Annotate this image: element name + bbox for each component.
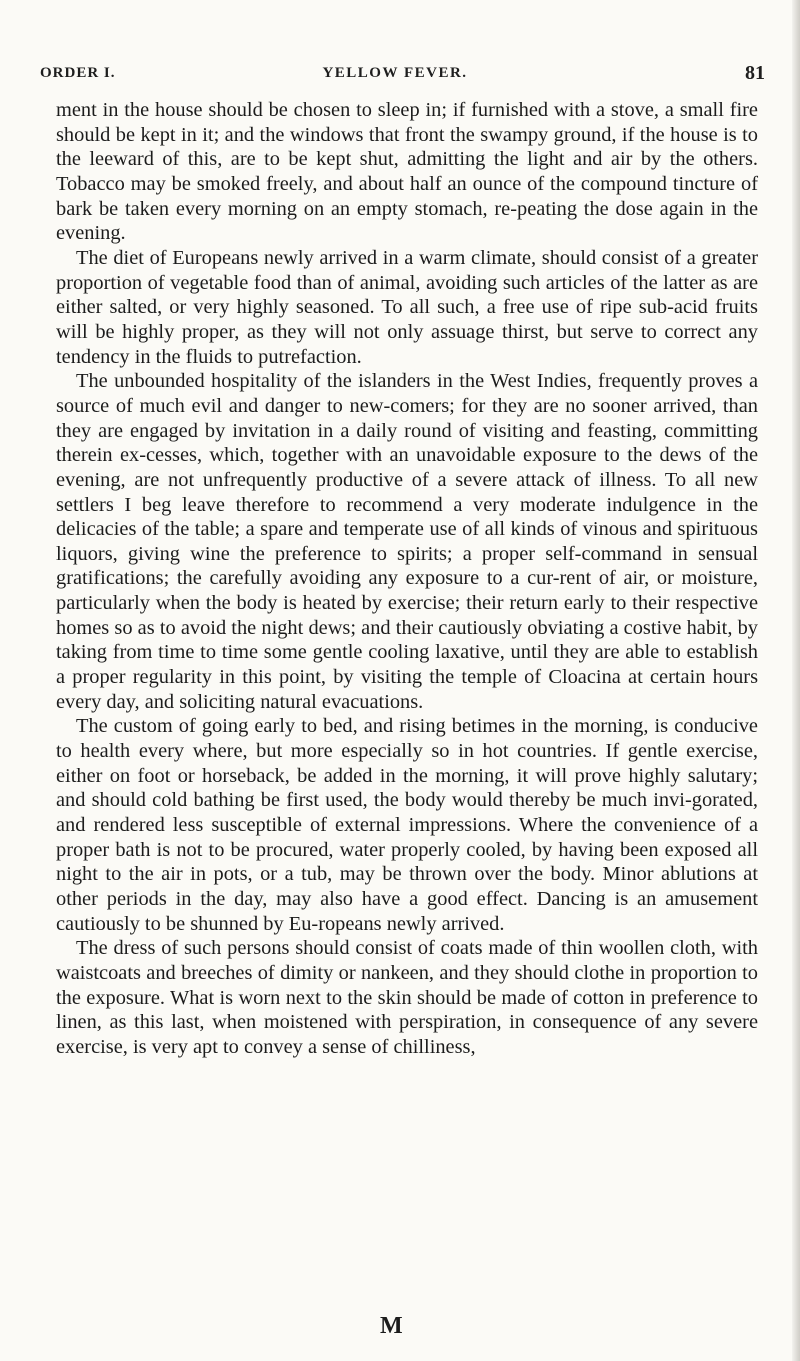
paragraph-hospitality: The unbounded hospitality of the islanders in the West Indies, frequently proves a source of much evil and danger to new-comers; for they are no sooner arrived, than they are engaged by invitation in a daily round of visiting and feasting, committing therein ex-cesses, which, together with an unavoidable exposure to the dews of the evening, are not unfrequently productive of a severe attack of illness. To all new settlers I beg leave therefore to recommend a very moderate indulgence in the delicacies of the table; a spare and temperate use of all kinds of vinous and spirituous liquors, giving wine the preference to spirits; a proper self-command in sensual gratifications; the carefully avoiding any exposure to a cur-rent of air, or moisture, particularly when the body is heated by exercise; their return early to their respective homes so as to avoid the night dews; and their cautiously obviating a costive habit, by taking from time to time some gentle cooling laxative, until they are able to establish a proper regularity in this point, by visiting the temple of Cloacina at certain hours every day, and soliciting natural evacuations.: [56, 370, 758, 713]
paragraph-continuation: ment in the house should be chosen to sleep in; if furnished with a stove, a small fire should be kept in it; and the windows that front the swampy ground, if the house is to the leeward of this, are to be kept shut, admitting the light and air by the others. Tobacco may be smoked freely, and about half an ounce of the compound tincture of bark be taken every morning on an empty stomach, re-peating the dose again in the evening.: [56, 99, 758, 245]
paragraph-custom: The custom of going early to bed, and rising betimes in the morning, is conducive to health every where, but more especially so in hot countries. If gentle exercise, either on foot or horseback, be added in the morning, it will prove highly salutary; and should cold bathing be first used, the body would thereby be much invi-gorated, and rendered less susceptible of external impressions. Where the convenience of a proper bath is not to be procured, water properly cooled, by having been exposed all night to the air in pots, or a tub, may be thrown over the body. Minor ablutions at other periods in the day, may also have a good effect. Dancing is an amusement cautiously to be shunned by Eu-ropeans newly arrived.: [56, 715, 758, 935]
page-number: 81: [745, 62, 765, 84]
paragraph-diet: The diet of Europeans newly arrived in a warm climate, should consist of a greater proportion of vegetable food than of animal, avoiding such articles of the latter as are either salted, or very highly seasoned. To all such, a free use of ripe sub-acid fruits will be highly proper, as they will not only assuage thirst, but serve to correct any tendency in the fluids to putrefaction.: [56, 246, 758, 368]
paragraph-dress: The dress of such persons should consist of coats made of thin woollen cloth, with waistcoats and breeches of dimity or nankeen, and they should clothe in proportion to the exposure. What is worn next to the skin should be made of cotton in preference to linen, as this last, when moistened with perspiration, in consequence of any severe exercise, is very apt to convey a sense of chilliness,: [56, 937, 758, 1058]
page-gutter-shadow: [792, 0, 800, 1361]
signature-mark: M: [380, 1313, 403, 1339]
running-head-title: YELLOW FEVER.: [322, 65, 468, 81]
running-head-order: ORDER I.: [40, 65, 116, 81]
body-text: [56, 98, 758, 1060]
running-head: [40, 62, 765, 89]
